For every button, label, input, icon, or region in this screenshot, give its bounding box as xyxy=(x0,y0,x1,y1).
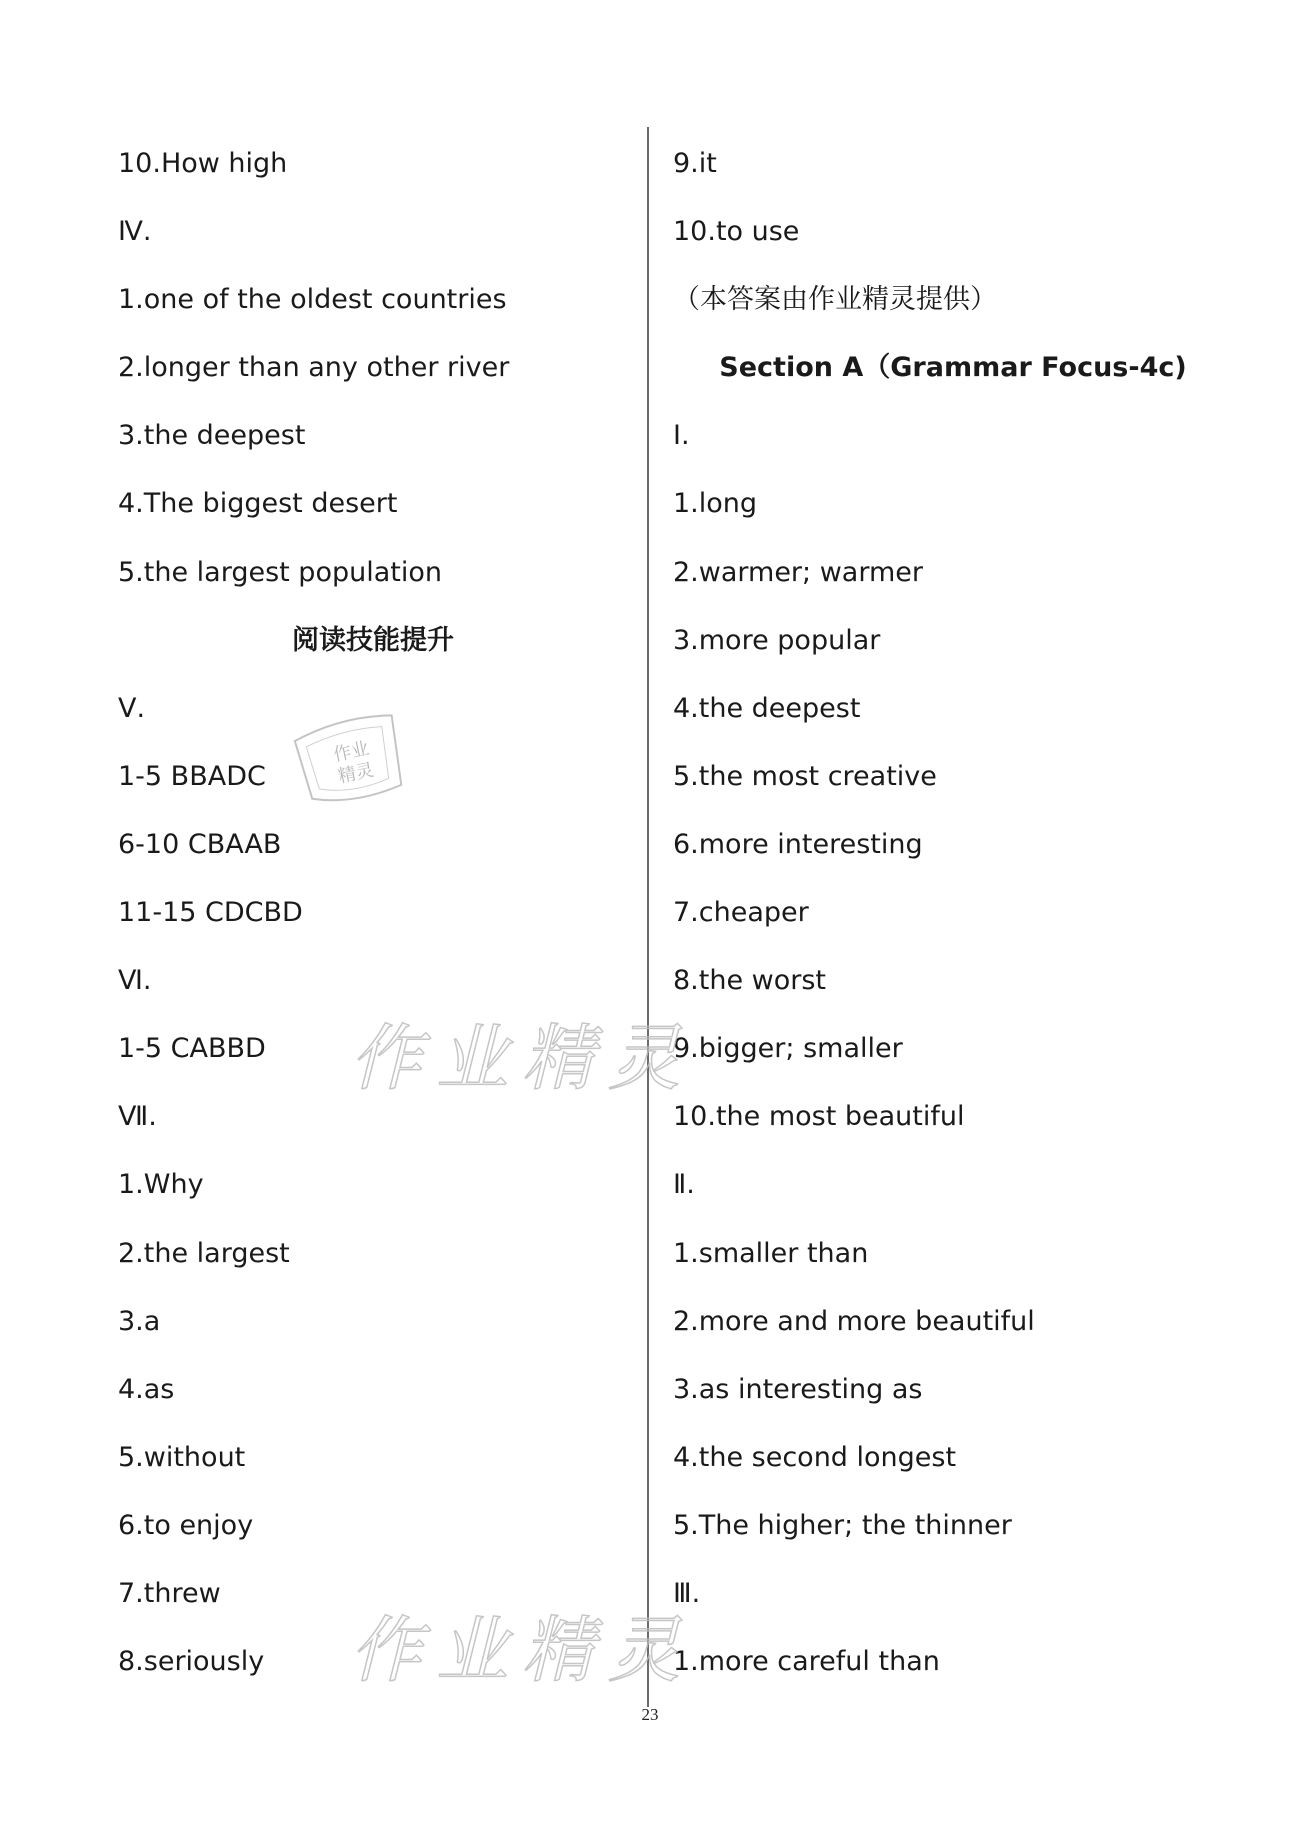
answer-line: 9.bigger; smaller xyxy=(673,1033,903,1065)
answer-line: 5.the most creative xyxy=(673,760,937,792)
answer-line: 5.the largest population xyxy=(118,556,442,588)
answer-line: 1.long xyxy=(673,488,758,520)
answer-line: 3.as interesting as xyxy=(673,1373,923,1405)
answer-line: （本答案由作业精灵提供） xyxy=(673,284,997,316)
answer-line: 5.The higher; the thinner xyxy=(673,1509,1012,1541)
answer-line: Ⅱ. xyxy=(673,1169,695,1201)
answer-line: 10.the most beautiful xyxy=(673,1101,965,1133)
answer-line: 4.The biggest desert xyxy=(118,488,398,520)
answer-line: 8.seriously xyxy=(118,1646,265,1678)
answer-line: 3.more popular xyxy=(673,624,881,656)
answer-line: Ⅶ. xyxy=(118,1101,157,1133)
answer-line: 1-5 BBADC xyxy=(118,760,266,792)
answer-line: 4.the second longest xyxy=(673,1441,957,1473)
answer-line: 3.the deepest xyxy=(118,420,306,452)
answer-line: 6.more interesting xyxy=(673,828,923,860)
answer-line: 5.without xyxy=(118,1441,246,1473)
answer-line: 1-5 CABBD xyxy=(118,1033,266,1065)
answer-line: 11-15 CDCBD xyxy=(118,897,303,929)
answer-line: 7.cheaper xyxy=(673,897,809,929)
answer-line: 10.to use xyxy=(673,216,800,248)
answer-line: 3.a xyxy=(118,1305,161,1337)
answer-line: 2.longer than any other river xyxy=(118,352,510,384)
answer-line: 10.How high xyxy=(118,148,288,179)
answer-line: 6-10 CBAAB xyxy=(118,828,282,860)
answer-line: 2.more and more beautiful xyxy=(673,1305,1035,1337)
svg-text:精灵: 精灵 xyxy=(336,759,376,788)
svg-text:作业: 作业 xyxy=(331,738,372,767)
answer-line: 2.the largest xyxy=(118,1237,290,1269)
page-number: 23 xyxy=(641,1705,659,1724)
watermark-text: 作业精灵 xyxy=(350,1016,695,1100)
answer-line: Ⅳ. xyxy=(118,216,152,248)
answer-line: 8.the worst xyxy=(673,965,827,997)
answer-line: Ⅴ. xyxy=(118,692,146,724)
answer-line: 1.Why xyxy=(118,1169,204,1201)
answer-line: 4.the deepest xyxy=(673,692,861,724)
answer-line: Ⅵ. xyxy=(118,965,152,997)
answer-line: 9.it xyxy=(673,148,717,179)
column-divider xyxy=(647,127,649,1707)
watermark-text: 作业精灵 xyxy=(350,1608,695,1692)
answer-line: Ⅰ. xyxy=(673,420,690,452)
answer-line: 1.more careful than xyxy=(673,1646,940,1678)
section-heading: 阅读技能提升 xyxy=(292,624,454,656)
answer-line: 4.as xyxy=(118,1373,175,1405)
answer-line: 1.smaller than xyxy=(673,1237,869,1269)
right-answer-column xyxy=(673,140,1233,1706)
section-heading: Section A（Grammar Focus-4c) xyxy=(719,352,1187,384)
answer-line: Ⅲ. xyxy=(673,1577,701,1609)
answer-line: 1.one of the oldest countries xyxy=(118,284,507,316)
answer-line: 6.to enjoy xyxy=(118,1509,254,1541)
answer-line: 2.warmer; warmer xyxy=(673,556,923,588)
answer-line: 7.threw xyxy=(118,1577,221,1609)
left-answer-column xyxy=(118,140,638,1706)
